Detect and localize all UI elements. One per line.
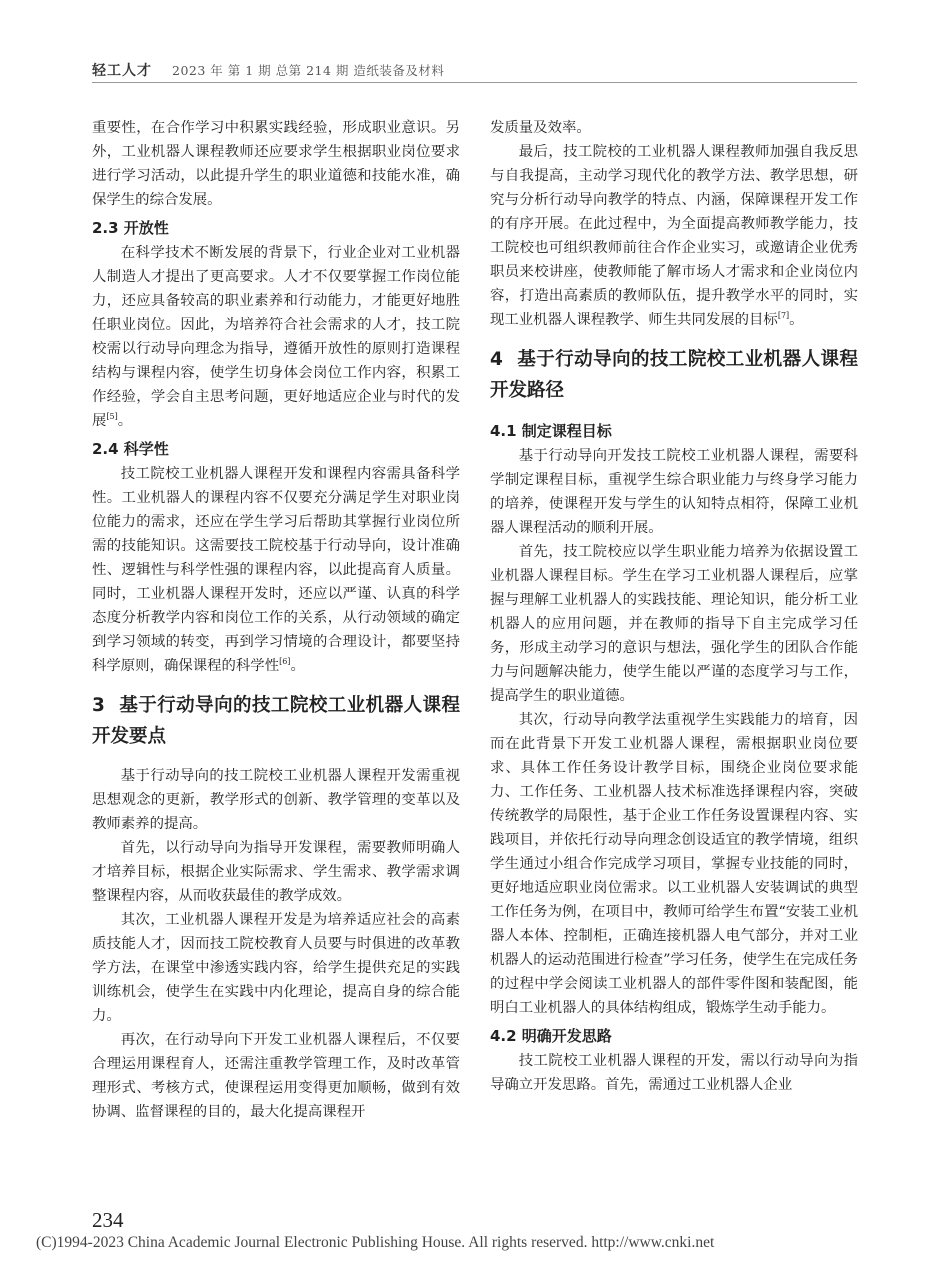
running-header bbox=[92, 60, 857, 83]
section-title: 基于行动导向的技工院校工业机器人课程开发要点 bbox=[92, 695, 460, 747]
issue-info: 2023 年 第 1 期 总第 214 期 造纸装备及材料 bbox=[172, 63, 445, 78]
section-title: 基于行动导向的技工院校工业机器人课程开发路径 bbox=[490, 349, 858, 401]
section-number: 4 bbox=[490, 349, 503, 370]
paragraph-end: 。 bbox=[117, 413, 133, 429]
paragraph: 发质量及效率。 bbox=[490, 120, 591, 136]
citation-ref[interactable]: [7] bbox=[777, 311, 790, 320]
paragraph: 基于行动导向开发技工院校工业机器人课程，需要科学制定课程目标，重视学生综合职业能力与终身学习能力的培养，使课程开发与学生的认知特点相符，保障工业机器人课程活动的顺利开展。 bbox=[490, 448, 858, 536]
section-number: 3 bbox=[92, 695, 105, 716]
paragraph: 其次，工业机器人课程开发是为培养适应社会的高素质技能人才，因而技工院校教育人员要与时俱进的改革教学方法，在课堂中渗透实践内容，给学生提供充足的实践训练机会，使学生在实践中内化理论，提高自身的综合能力。 bbox=[92, 912, 460, 1024]
paragraph: 首先，以行动导向为指导开发课程，需要教师明确人才培养目标，根据企业实际需求、学生需求、教学需求调整课程内容，从而收获最佳的教学成效。 bbox=[92, 840, 460, 904]
paragraph: 其次，行动导向教学法重视学生实践能力的培育，因而在此背景下开发工业机器人课程，需根据职业岗位要求、具体工作任务设计教学目标，围绕企业岗位要求能力、工作任务、工业机器人技术标准选择课程内容，突破传统教学的局限性，基于企业工作任务设置课程内容、实践项目，并依托行动导向理念创设适宜的教学情境，组织学生通过小组合作完成学习项目，掌握专业技能的同时，更好地适应职业岗位需求。以工业机器人安装调试的典型工作任务为例，在项目中，教师可给学生布置“安装工业机器人本体、控制柜，正确连接机器人电气部分，并对工业机器人的运动范围进行检查”学习任务，使学生在完成任务的过程中学会阅读工业机器人的部件零件图和装配图，能明白工业机器人的具体结构组成，锻炼学生动手能力。 bbox=[490, 712, 858, 1016]
paragraph: 首先，技工院校应以学生职业能力培养为依据设置工业机器人课程目标。学生在学习工业机器人课程后，应掌握与理解工业机器人的实践技能、理论知识，能分析工业机器人的应用问题，并在教师的指导下自主完成学习任务，形成主动学习的意识与想法，强化学生的团队合作能力与问题解决能力，使学生能以严谨的态度学习与工作，提高学生的职业道德。 bbox=[490, 544, 858, 704]
section-heading-4 bbox=[490, 344, 858, 406]
right-column bbox=[490, 116, 858, 1097]
copyright-notice: (C)1994-2023 China Academic Journal Electronic Publishing House. All rights reserved. http://www.cnki.net bbox=[36, 1234, 715, 1251]
paragraph-end: 。 bbox=[290, 658, 305, 674]
paragraph bbox=[92, 462, 460, 678]
paragraph bbox=[92, 241, 460, 433]
page-number: 234 bbox=[92, 1208, 124, 1232]
section-heading-4-2: 4.2 明确开发思路 bbox=[490, 1027, 612, 1045]
section-heading-2-3: 2.3 开放性 bbox=[92, 219, 169, 237]
section-heading-2-4: 2.4 科学性 bbox=[92, 440, 169, 458]
left-column bbox=[92, 116, 460, 1124]
paragraph-text: 最后，技工院校的工业机器人课程教师加强自我反思与自我提高，主动学习现代化的教学方法、教学思想，研究与分析行动导向教学的特点、内涵，保障课程开发工作的有序开展。在此过程中，为全面提高教师教学能力，技工院校也可组织教师前往合作企业实习，或邀请企业优秀职员来校讲座，使教师能了解市场人才需求和企业岗位内容，打造出高素质的教师队伍，提升教学水平的同时，实现工业机器人课程教学、师生共同发展的目标 bbox=[490, 144, 858, 328]
paragraph: 基于行动导向的技工院校工业机器人课程开发需重视思想观念的更新，教学形式的创新、教学管理的变革以及教师素养的提高。 bbox=[92, 768, 460, 832]
paragraph-text: 技工院校工业机器人课程开发和课程内容需具备科学性。工业机器人的课程内容不仅要充分满足学生对职业岗位能力的需求，还应在学生学习后帮助其掌握行业岗位所需的技能知识。这需要技工院校基于行动导向，设计准确性、逻辑性与科学性强的课程内容，以此提高育人质量。同时，工业机器人课程开发时，还应以严谨、认真的科学态度分析教学内容和岗位工作的关系，从行动领域的确定到学习领域的转变，再到学习情境的合理设计，都要坚持科学原则，确保课程的科学性 bbox=[92, 466, 460, 674]
paragraph-text: 在科学技术不断发展的背景下，行业企业对工业机器人制造人才提出了更高要求。人才不仅要掌握工作岗位能力，还应具备较高的职业素养和行动能力，才能更好地胜任职业岗位。因此，为培养符合社会需求的人才，技工院校需以行动导向理念为指导，遵循开放性的原则打造课程结构与课程内容，使学生切身体会岗位工作内容，积累工作经验，学会自主思考问题，更好地适应企业与时代的发展 bbox=[92, 245, 460, 429]
paragraph bbox=[490, 140, 858, 332]
paragraph: 再次，在行动导向下开发工业机器人课程后，不仅要合理运用课程育人，还需注重教学管理工作，及时改革管理形式、考核方式，使课程运用变得更加顺畅，做到有效协调、监督课程的目的，最大化提高课程开 bbox=[92, 1032, 460, 1120]
paragraph: 重要性，在合作学习中积累实践经验，形成职业意识。另外，工业机器人课程教师还应要求学生根据职业岗位要求进行学习活动，以此提升学生的职业道德和技能水准，确保学生的综合发展。 bbox=[92, 120, 460, 208]
section-heading-4-1: 4.1 制定课程目标 bbox=[490, 422, 612, 440]
section-heading-3 bbox=[92, 690, 460, 752]
paragraph: 技工院校工业机器人课程的开发，需以行动导向为指导确立开发思路。首先，需通过工业机器人企业 bbox=[490, 1053, 858, 1093]
paragraph-end: 。 bbox=[789, 312, 804, 328]
citation-ref[interactable]: [6] bbox=[279, 657, 291, 666]
journal-section-label: 轻工人才 bbox=[92, 63, 152, 79]
citation-ref[interactable]: [5] bbox=[106, 412, 118, 421]
